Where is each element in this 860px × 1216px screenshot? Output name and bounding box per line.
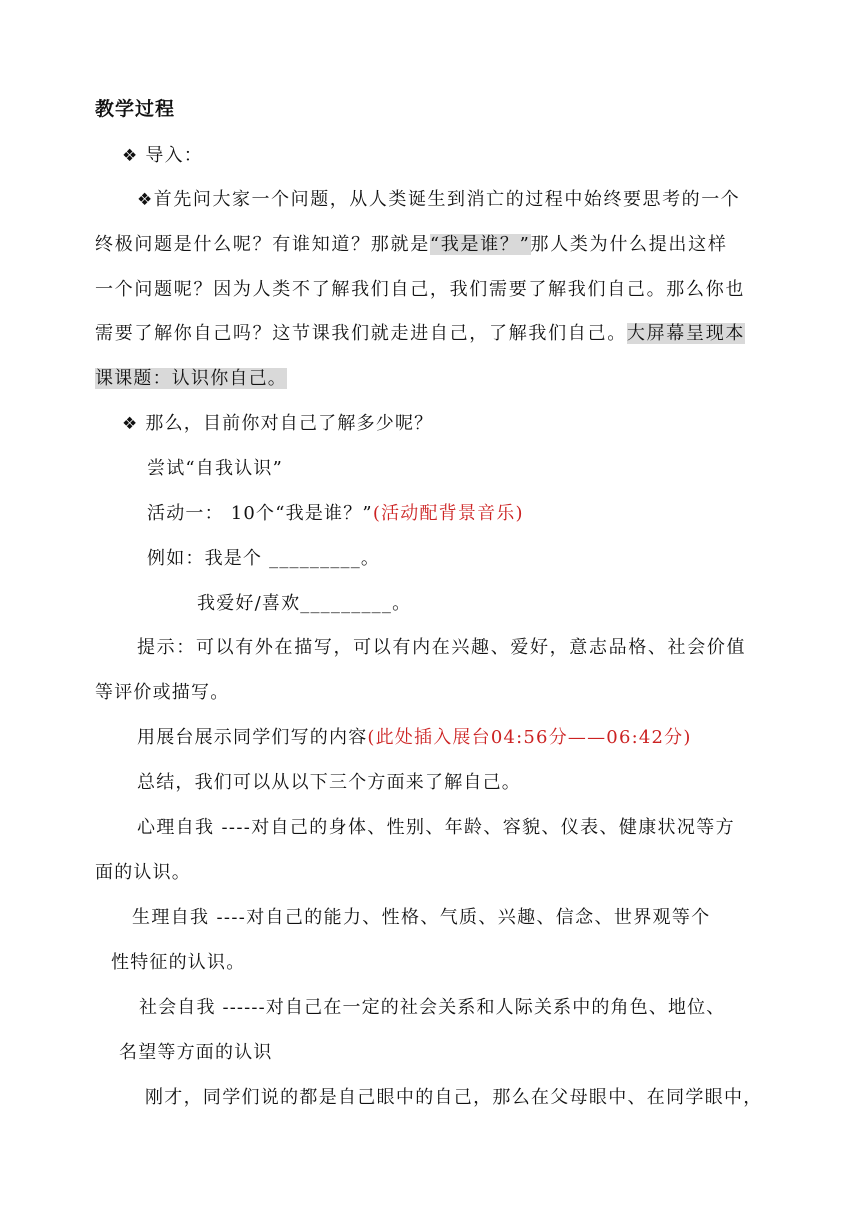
example-line2: 我爱好/喜欢_________。 [197,593,412,614]
question-line [122,412,433,436]
para1-line2-post: 那人类为什么提出这样 [530,234,728,255]
show-note: (此处插入展台04:56分——06:42分) [367,727,692,748]
para1-line2-pre: 终极问题是什么呢？有谁知道？那就是 [95,234,430,255]
para1-line1-text: 首先问大家一个问题，从人类诞生到消亡的过程中始终要思考的一个 [153,189,741,210]
self2-line1: 生理自我 ----对自己的能力、性格、气质、兴趣、信念、世界观等个 [132,907,711,928]
diamond-bullet-icon: ❖ [122,414,139,434]
para1-line5 [95,367,287,391]
example-line1: 例如：我是个 _________。 [147,548,381,569]
section-heading: 教学过程 [95,98,176,120]
para1-line4-pre: 需要了解你自己吗？这节课我们就走进自己，了解我们自己。 [95,323,627,344]
self1-line1: 心理自我 ----对自己的身体、性别、年龄、容貌、仪表、健康状况等方 [137,817,735,838]
para1-line1 [137,188,740,212]
hint-line2: 等评价或描写。 [95,682,230,703]
last-line: 刚才，同学们说的都是自己眼中的自己，那么在父母眼中、在同学眼中， [145,1087,763,1108]
activity-line [147,502,524,526]
show-text: 用展台展示同学们写的内容 [137,727,368,748]
activity-note: (活动配背景音乐) [372,503,524,524]
para1-line4 [95,322,745,346]
highlight-course-title: 课课题：认识你自己。 [95,368,287,389]
try-line: 尝试“自我认识” [147,458,284,479]
summary-line: 总结，我们可以从以下三个方面来了解自己。 [137,772,521,793]
highlight-screen-title: 大屏幕呈现本 [626,323,746,344]
highlight-who-am-i: “我是谁？” [429,234,531,255]
diamond-bullet-icon: ❖ [137,190,154,210]
para1-line3: 一个问题呢？因为人类不了解我们自己，我们需要了解我们自己。那么你也 [95,279,746,300]
intro-label: 导入： [145,145,203,166]
self2-line2: 性特征的认识。 [111,952,246,973]
diamond-bullet-icon: ❖ [122,146,139,166]
question-text: 那么，目前你对自己了解多少呢？ [145,413,434,434]
show-line [137,726,692,750]
self3-line2: 名望等方面的认识 [119,1042,273,1063]
self3-line1: 社会自我 ------对自己在一定的社会关系和人际关系中的角色、地位、 [139,997,726,1018]
activity-text: 活动一： 10个“我是谁？” [147,503,373,524]
hint-line1: 提示：可以有外在描写，可以有内在兴趣、爱好，意志品格、社会价值 [137,637,747,658]
self1-line2: 面的认识。 [95,862,191,883]
intro-line [122,144,203,168]
para1-line2 [95,233,728,257]
